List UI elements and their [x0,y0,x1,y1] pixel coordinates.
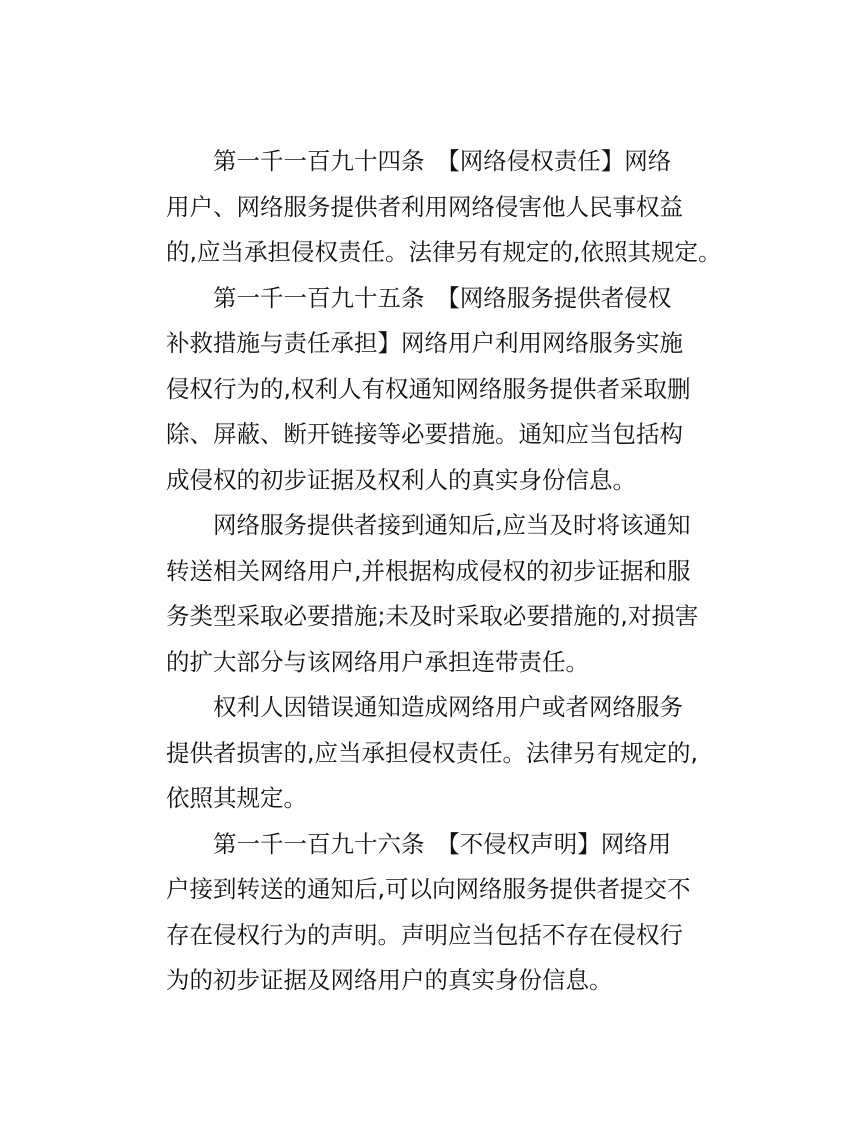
article-1195-heading-line: 第一千一百九十五条 【网络服务提供者侵权 [213,283,672,312]
text-line: 为的初步证据及网络用户的真实身份信息。 [166,966,613,994]
article-1196-heading-line: 第一千一百九十六条 【不侵权声明】网络用 [213,829,672,858]
text-line: 存在侵权行为的声明。声明应当包括不存在侵权行 [166,920,683,949]
text-line: 转送相关网络用户,并根据构成侵权的初步证据和服 [166,556,691,585]
article-1194-heading-line: 第一千一百九十四条 【网络侵权责任】网络 [213,147,672,175]
text-line: 务类型采取必要措施;未及时采取必要措施的,对损害 [166,602,699,630]
text-line: 的扩大部分与该网络用户承担连带责任。 [166,647,589,676]
paragraph-start-line: 权利人因错误通知造成网络用户或者网络服务 [213,693,683,721]
text-line: 除、屏蔽、断开链接等必要措施。通知应当包括构 [166,420,683,448]
text-line: 的,应当承担侵权责任。法律另有规定的,依照其规定。 [166,238,722,266]
text-line: 侵权行为的,权利人有权通知网络服务提供者采取删 [166,374,691,403]
text-line: 成侵权的初步证据及权利人的真实身份信息。 [166,465,636,494]
document-page [166,139,722,1004]
text-line: 依照其规定。 [166,784,307,812]
text-line: 户接到转送的通知后,可以向网络服务提供者提交不 [166,875,691,903]
text-line: 补救措施与责任承担】网络用户利用网络服务实施 [166,329,683,357]
text-line: 用户、网络服务提供者利用网络侵害他人民事权益 [166,192,683,221]
text-line: 提供者损害的,应当承担侵权责任。法律另有规定的, [166,738,698,767]
paragraph-start-line: 网络服务提供者接到通知后,应当及时将该通知 [213,511,691,539]
